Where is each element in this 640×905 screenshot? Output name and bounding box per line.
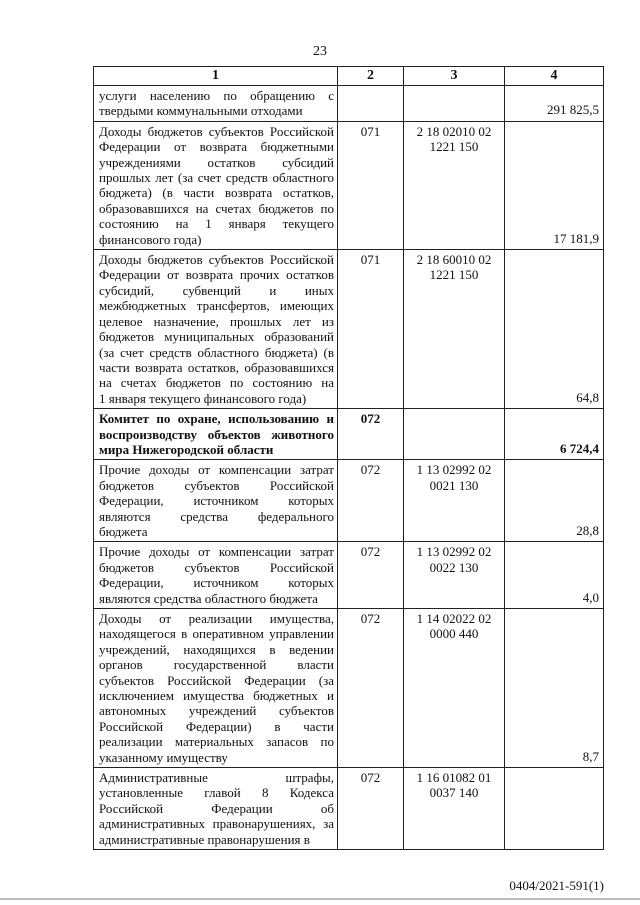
- table-header-row: [94, 67, 604, 86]
- budget-classification-code: [404, 250, 505, 409]
- amount: 8,7: [505, 609, 604, 768]
- description-line: Доходы бюджетов субъектов Российской: [99, 252, 334, 268]
- table-row: [94, 409, 604, 460]
- description-line: являются средства областного бюджета: [99, 590, 318, 606]
- description-line: воспроизводству объектов животного: [99, 426, 334, 442]
- description-line: исключением имущества бюджетных и: [99, 688, 334, 704]
- admin-code: 072: [338, 609, 404, 768]
- revenue-description: [94, 460, 338, 542]
- table-row: [94, 86, 604, 122]
- code-line: 0000 440: [429, 626, 479, 642]
- admin-code: 071: [338, 250, 404, 409]
- description-line: бюджета: [99, 523, 148, 539]
- description-line: целевое назначение, прошлых лет из: [99, 313, 334, 329]
- description-line: учреждениями остатков субсидий: [99, 154, 334, 170]
- budget-classification-code: [404, 542, 505, 609]
- description-line: Федерации от возврата бюджетными: [99, 139, 334, 155]
- description-line: Федерации, источником которых: [99, 493, 334, 509]
- revenue-description: [94, 768, 338, 850]
- description-line: находящегося в оперативном управлении: [99, 626, 334, 642]
- description-line: (за счет средств областного бюджета) (в: [99, 344, 334, 360]
- table-row: [94, 542, 604, 609]
- code-line: 0037 140: [429, 785, 479, 801]
- amount: 28,8: [505, 460, 604, 542]
- description-line: бюджетов субъектов Российской: [99, 477, 334, 493]
- admin-code: 072: [338, 460, 404, 542]
- bottom-scan-edge: [0, 898, 640, 900]
- description-line: образовавшихся на счетах бюджетов по: [99, 200, 334, 216]
- column-header-1: 1: [94, 67, 338, 86]
- description-line: прошлых лет (за счет средств областного: [99, 170, 334, 186]
- description-line: части возврата остатков, образовавшихся: [99, 359, 334, 375]
- amount: [505, 768, 604, 850]
- budget-classification-code: [404, 460, 505, 542]
- budget-classification-code: [404, 768, 505, 850]
- amount: 17 181,9: [505, 121, 604, 249]
- description-line: административных правонарушениях, за: [99, 816, 334, 832]
- table-body: [94, 86, 604, 850]
- description-line: Комитет по охране, использованию и: [99, 411, 334, 427]
- column-header-4: 4: [505, 67, 604, 86]
- amount: 4,0: [505, 542, 604, 609]
- table-row: [94, 768, 604, 850]
- budget-classification-code: [404, 121, 505, 249]
- description-line: Доходы от реализации имущества,: [99, 611, 334, 626]
- revenue-description: [94, 542, 338, 609]
- budget-classification-code: [404, 409, 505, 460]
- description-line: твердыми коммунальными отходами: [99, 103, 303, 119]
- table-row: [94, 609, 604, 768]
- admin-code: 072: [338, 768, 404, 850]
- description-line: органов государственной власти: [99, 657, 334, 673]
- description-line: реализации материальных запасов по: [99, 734, 334, 750]
- document-number: 0404/2021-591(1): [509, 878, 604, 893]
- description-line: услуги населению по обращению с: [99, 88, 334, 103]
- code-line: 0021 130: [429, 477, 479, 493]
- revenue-table: [93, 66, 604, 850]
- column-header-3: 3: [404, 67, 505, 86]
- table-row: [94, 250, 604, 409]
- table-row: [94, 460, 604, 542]
- admin-code: 072: [338, 542, 404, 609]
- description-line: бюджета) (в части возврата остатков,: [99, 185, 334, 201]
- description-line: административные правонарушения в: [99, 831, 310, 847]
- description-line: учреждений, находящихся в ведении: [99, 641, 334, 657]
- description-line: Российской Федерации об: [99, 800, 334, 816]
- description-line: Федерации, источником которых: [99, 575, 334, 591]
- revenue-description: [94, 250, 338, 409]
- description-line: Прочие доходы от компенсации затрат: [99, 544, 334, 560]
- description-line: Административные штрафы,: [99, 770, 334, 786]
- description-line: бюджетов муниципальных образований: [99, 329, 334, 345]
- revenue-description: [94, 409, 338, 460]
- code-line: 1 16 01082 01: [416, 770, 492, 786]
- admin-code: 071: [338, 121, 404, 249]
- code-line: 1221 150: [429, 139, 479, 155]
- description-line: 1 января текущего финансового года): [99, 390, 307, 406]
- code-line: 1221 150: [429, 267, 479, 283]
- revenue-description: [94, 609, 338, 768]
- table-row: [94, 121, 604, 249]
- revenue-description: [94, 86, 338, 122]
- admin-code: 072: [338, 409, 404, 460]
- code-line: 1 14 02022 02: [416, 611, 492, 626]
- code-line: 2 18 60010 02: [416, 252, 492, 268]
- description-line: финансового года): [99, 231, 202, 247]
- description-line: мира Нижегородской области: [99, 441, 274, 457]
- description-line: Российской Федерации) в части: [99, 718, 334, 734]
- description-line: субсидий, субвенций и иных: [99, 282, 334, 298]
- description-line: указанному имуществу: [99, 749, 228, 765]
- description-line: субъектов Российской Федерации (за: [99, 672, 334, 688]
- description-line: на счетах бюджетов по состоянию на: [99, 375, 334, 391]
- description-line: Доходы бюджетов субъектов Российской: [99, 123, 334, 139]
- description-line: бюджетов субъектов Российской: [99, 559, 334, 575]
- column-header-2: 2: [338, 67, 404, 86]
- description-line: автономных учреждений субъектов: [99, 703, 334, 719]
- admin-code: [338, 86, 404, 122]
- page-number: 23: [313, 44, 327, 59]
- description-line: межбюджетных трансфертов, имеющих: [99, 298, 334, 314]
- budget-classification-code: [404, 609, 505, 768]
- description-line: состоянию на 1 января текущего: [99, 216, 334, 232]
- amount: 6 724,4: [505, 409, 604, 460]
- code-line: 1 13 02992 02: [416, 462, 492, 478]
- code-line: 1 13 02992 02: [416, 544, 492, 560]
- revenue-description: [94, 121, 338, 249]
- description-line: Федерации от возврата прочих остатков: [99, 267, 334, 283]
- description-line: установленные главой 8 Кодекса: [99, 785, 334, 801]
- description-line: Прочие доходы от компенсации затрат: [99, 462, 334, 478]
- amount: 291 825,5: [505, 86, 604, 122]
- budget-classification-code: [404, 86, 505, 122]
- amount: 64,8: [505, 250, 604, 409]
- code-line: 2 18 02010 02: [416, 123, 492, 139]
- description-line: являются средства федерального: [99, 508, 334, 524]
- code-line: 0022 130: [429, 559, 479, 575]
